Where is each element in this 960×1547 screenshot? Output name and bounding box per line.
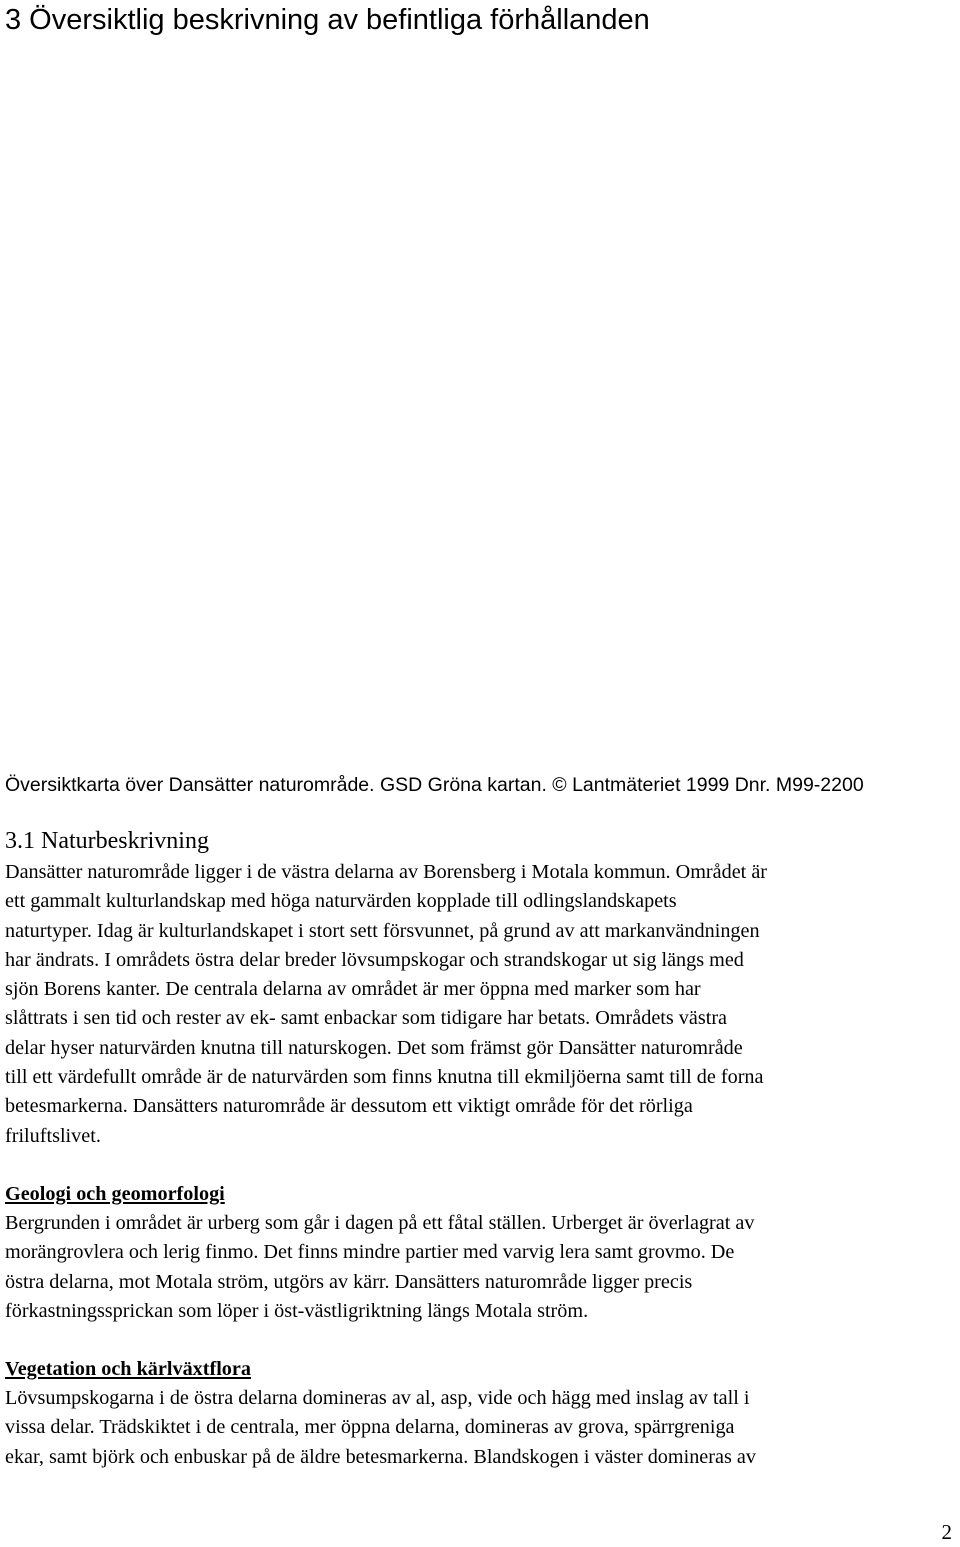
paragraph-line: Lövsumpskogarna i de östra delarna domineras av al, asp, vide och hägg med inslag av tall i — [5, 1387, 750, 1409]
paragraph-line: Dansätter naturområde ligger i de västra delarna av Borensberg i Motala kommun. Området är — [5, 861, 767, 883]
chapter-heading: 3 Översiktlig beskrivning av befintliga förhållanden — [5, 4, 650, 36]
intro-paragraph — [5, 858, 957, 1151]
paragraph-line: slåttrats i sen tid och rester av ek- samt enbackar som tidigare har betats. Områdets västra — [5, 1007, 728, 1030]
paragraph-line: förkastningssprickan som löper i öst-västligriktning längs Motala ström. — [5, 1299, 589, 1322]
paragraph-line: morängrovlera och lerig finmo. Det finns mindre partier med varvig lera samt grovmo. De — [5, 1241, 735, 1264]
map-caption: Översiktkarta över Dansätter naturområde. GSD Gröna kartan. © Lantmäteriet 1999 Dnr. M99-2200 — [5, 774, 864, 796]
paragraph-line: ekar, samt björk och enbuskar på de äldre betesmarkerna. Blandskogen i väster domineras av — [5, 1445, 756, 1468]
geology-heading: Geologi och geomorfologi — [5, 1183, 225, 1205]
paragraph-line: har ändrats. I områdets östra delar breder lövsumpskogar och strandskogar ut sig längs med — [5, 948, 744, 971]
section-heading: 3.1 Naturbeskrivning — [5, 828, 209, 854]
vegetation-paragraph — [5, 1384, 957, 1472]
paragraph-line: Bergrunden i området är urberg som går i dagen på ett fåtal ställen. Urberget är överlagrat av — [5, 1212, 755, 1234]
page-number: 2 — [941, 1520, 952, 1544]
overview-map-area — [5, 48, 955, 760]
paragraph-line: vissa delar. Trädskiktet i de centrala, mer öppna delarna, domineras av grova, spärrgreniga — [5, 1416, 735, 1439]
geology-paragraph — [5, 1209, 957, 1326]
paragraph-line: betesmarkerna. Dansätters naturområde är dessutom ett viktigt område för det rörliga — [5, 1095, 693, 1118]
paragraph-line: ett gammalt kulturlandskap med höga naturvärden kopplade till odlingslandskapets — [5, 890, 677, 913]
paragraph-line: sjön Borens kanter. De centrala delarna av området är mer öppna med marker som har — [5, 978, 701, 1001]
paragraph-line: delar hyser naturvärden knutna till naturskogen. Det som främst gör Dansätter naturområde — [5, 1036, 743, 1059]
vegetation-heading: Vegetation och kärlväxtflora — [5, 1358, 251, 1380]
paragraph-line: till ett värdefullt område är de naturvärden som finns knutna till ekmiljöerna samt till de forna — [5, 1066, 764, 1089]
paragraph-line: naturtyper. Idag är kulturlandskapet i stort sett försvunnet, på grund av att markanvändningen — [5, 919, 760, 942]
paragraph-line: friluftslivet. — [5, 1124, 101, 1147]
paragraph-line: östra delarna, mot Motala ström, utgörs av kärr. Dansätters naturområde ligger precis — [5, 1270, 693, 1293]
